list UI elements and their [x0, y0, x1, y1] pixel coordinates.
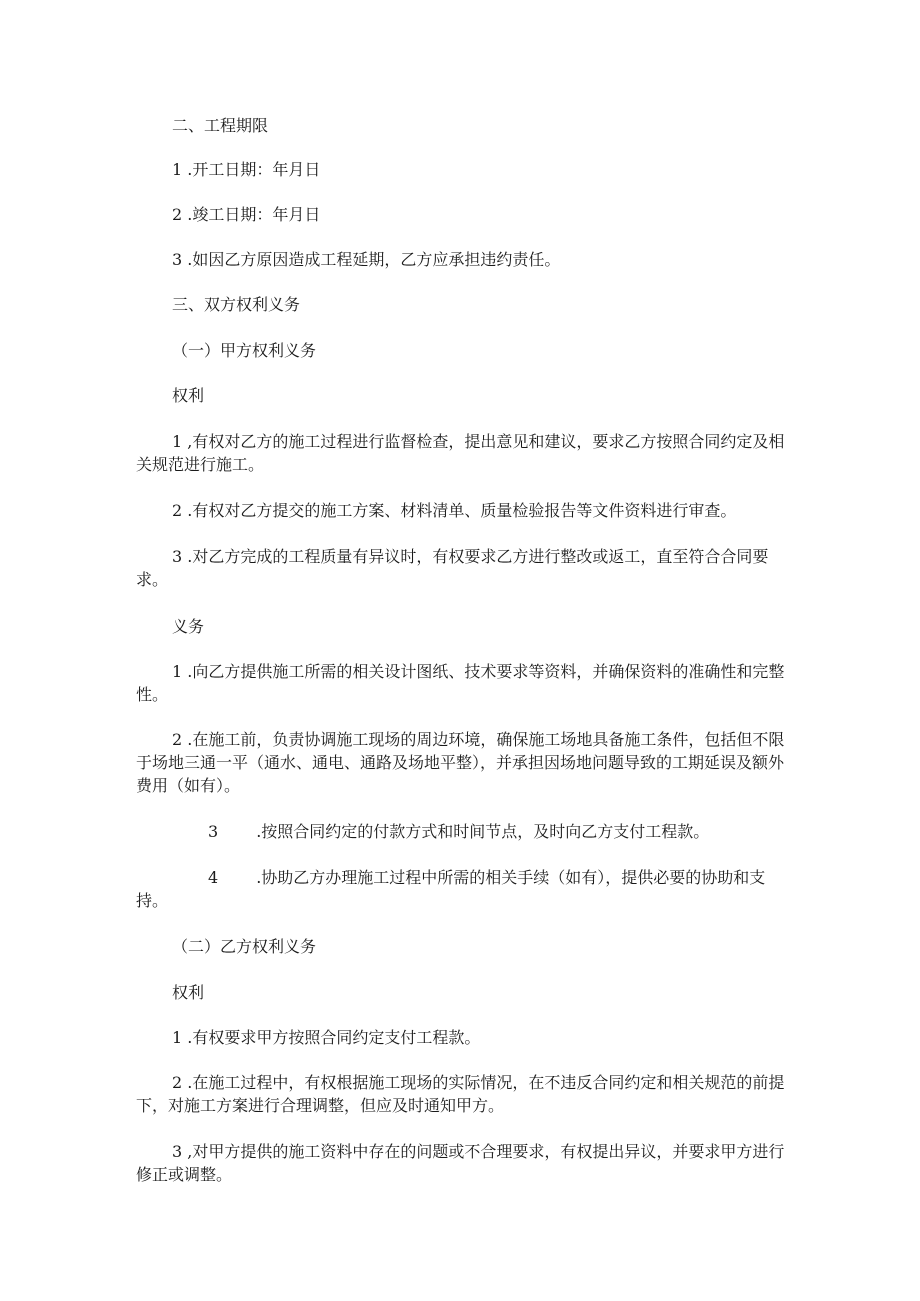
party-a-obligation-3 [136, 820, 788, 843]
party-a-obligation-2: 2 .在施工前，负责协调施工现场的周边环境，确保施工场地具备施工条件，包括但不限于场地三通一平（通水、通电、通路及场地平整），并承担因场地问题导致的工期延误及额外费用（如有）。 [136, 730, 785, 795]
party-a-obligation-1: 1 .向乙方提供施工所需的相关设计图纸、技术要求等资料，并确保资料的准确性和完整性。 [136, 662, 785, 704]
party-a-obligation-4 [136, 866, 788, 912]
party-b-right-2: 2 .在施工过程中，有权根据施工现场的实际情况，在不违反合同约定和相关规范的前提下，对施工方案进行合理调整，但应及时通知甲方。 [136, 1073, 785, 1115]
section-heading-project-period: 二、工程期限 [172, 116, 269, 135]
heading-party-b-rights: 权利 [172, 983, 205, 1002]
clause-start-date: 1 .开工日期：年月日 [172, 160, 321, 179]
item-number: 3 [208, 822, 219, 841]
subsection-heading-party-a: （一）甲方权利义务 [172, 341, 317, 360]
clause-delay-liability: 3 .如因乙方原因造成工程延期，乙方应承担违约责任。 [172, 250, 561, 269]
party-a-right-1: 1 ,有权对乙方的施工过程进行监督检查，提出意见和建议，要求乙方按照合同约定及相关规范进行施工。 [136, 432, 785, 474]
heading-party-a-obligations: 义务 [172, 617, 205, 636]
clause-completion-date: 2 .竣工日期：年月日 [172, 205, 321, 224]
heading-party-a-rights: 权利 [172, 386, 205, 405]
party-a-right-2: 2 .有权对乙方提交的施工方案、材料清单、质量检验报告等文件资料进行审查。 [172, 501, 737, 520]
item-text: .协助乙方办理施工过程中所需的相关手续（如有），提供必要的协助和支持。 [136, 868, 766, 910]
item-text: .按照合同约定的付款方式和时间节点，及时向乙方支付工程款。 [256, 822, 710, 841]
party-a-right-3: 3 .对乙方完成的工程质量有异议时，有权要求乙方进行整改或返工，直至符合合同要求。 [136, 547, 769, 589]
subsection-heading-party-b: （二）乙方权利义务 [172, 937, 317, 956]
item-number: 4 [208, 868, 219, 887]
party-b-right-3: 3 ,对甲方提供的施工资料中存在的问题或不合理要求，有权提出异议，并要求甲方进行修正或调整。 [136, 1142, 785, 1184]
section-heading-rights-obligations: 三、双方权利义务 [172, 295, 301, 314]
party-b-right-1: 1 .有权要求甲方按照合同约定支付工程款。 [172, 1028, 481, 1047]
